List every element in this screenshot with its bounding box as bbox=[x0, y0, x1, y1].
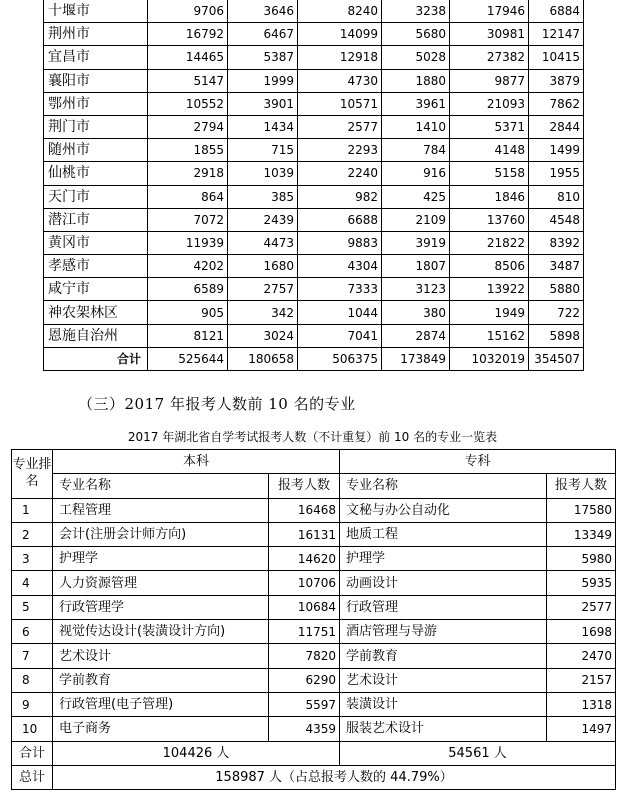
undergrad-major-name: 护理学 bbox=[53, 547, 269, 571]
city-value: 864 bbox=[148, 185, 228, 208]
header-row-2 bbox=[12, 474, 616, 498]
city-row bbox=[44, 0, 584, 23]
city-value: 5028 bbox=[382, 46, 450, 69]
city-value: 4148 bbox=[450, 139, 529, 162]
city-name: 随州市 bbox=[44, 139, 148, 162]
undergrad-major-name-header: 专业名称 bbox=[53, 474, 269, 498]
major-row bbox=[12, 717, 616, 741]
college-subtotal: 54561 人 bbox=[340, 741, 616, 765]
grand-total-value: 158987 人（占总报考人数的 44.79%） bbox=[53, 765, 616, 789]
college-major-name: 艺术设计 bbox=[340, 668, 547, 692]
city-value: 2577 bbox=[298, 115, 382, 138]
list-caption: 2017 年湖北省自学考试报考人数（不计重复）前 10 名的专业一览表 bbox=[127, 430, 498, 444]
city-name: 鄂州市 bbox=[44, 92, 148, 115]
college-count-header: 报考人数 bbox=[547, 474, 616, 498]
header-row-1 bbox=[12, 450, 616, 474]
undergrad-major-count: 16468 bbox=[269, 498, 340, 522]
city-value: 3024 bbox=[228, 324, 298, 347]
undergrad-major-name: 视觉传达设计(装潢设计方向) bbox=[53, 620, 269, 644]
college-major-count: 17580 bbox=[547, 498, 616, 522]
city-value: 6589 bbox=[148, 278, 228, 301]
city-value: 1499 bbox=[529, 139, 584, 162]
city-value: 4548 bbox=[529, 208, 584, 231]
total-value: 173849 bbox=[382, 347, 450, 370]
major-row bbox=[12, 692, 616, 716]
city-value: 5158 bbox=[450, 162, 529, 185]
college-major-count: 1318 bbox=[547, 692, 616, 716]
college-major-name: 行政管理 bbox=[340, 595, 547, 619]
city-value: 1880 bbox=[382, 69, 450, 92]
college-major-count: 5935 bbox=[547, 571, 616, 595]
city-value: 5147 bbox=[148, 69, 228, 92]
rank-cell: 7 bbox=[12, 644, 53, 668]
total-label: 合计 bbox=[44, 347, 148, 370]
city-row bbox=[44, 231, 584, 254]
city-name: 黄冈市 bbox=[44, 231, 148, 254]
college-major-name: 护理学 bbox=[340, 547, 547, 571]
total-value: 525644 bbox=[148, 347, 228, 370]
city-value: 5880 bbox=[529, 278, 584, 301]
city-value: 2844 bbox=[529, 115, 584, 138]
college-major-name: 学前教育 bbox=[340, 644, 547, 668]
undergrad-header: 本科 bbox=[53, 450, 340, 474]
city-name: 神农架林区 bbox=[44, 301, 148, 324]
major-row bbox=[12, 668, 616, 692]
city-row bbox=[44, 69, 584, 92]
undergrad-major-name: 行政管理(电子管理) bbox=[53, 692, 269, 716]
subtotal-label: 合计 bbox=[12, 741, 53, 765]
undergrad-major-name: 会计(注册会计师方向) bbox=[53, 522, 269, 546]
city-value: 21822 bbox=[450, 231, 529, 254]
city-value: 2109 bbox=[382, 208, 450, 231]
city-value: 2757 bbox=[228, 278, 298, 301]
rank-cell: 5 bbox=[12, 595, 53, 619]
city-value: 3879 bbox=[529, 69, 584, 92]
rank-header: 专业排名 bbox=[12, 450, 53, 499]
rank-cell: 4 bbox=[12, 571, 53, 595]
city-value: 10552 bbox=[148, 92, 228, 115]
city-stats-table bbox=[43, 0, 584, 371]
major-row bbox=[12, 547, 616, 571]
city-row bbox=[44, 115, 584, 138]
city-value: 810 bbox=[529, 185, 584, 208]
city-value: 1855 bbox=[148, 139, 228, 162]
major-row bbox=[12, 620, 616, 644]
college-major-name: 装潢设计 bbox=[340, 692, 547, 716]
city-value: 3901 bbox=[228, 92, 298, 115]
city-value: 916 bbox=[382, 162, 450, 185]
city-value: 1846 bbox=[450, 185, 529, 208]
subtotal-row bbox=[12, 741, 616, 765]
city-name: 恩施自治州 bbox=[44, 324, 148, 347]
city-value: 380 bbox=[382, 301, 450, 324]
city-row bbox=[44, 255, 584, 278]
college-major-count: 1698 bbox=[547, 620, 616, 644]
city-value: 6688 bbox=[298, 208, 382, 231]
city-value: 1044 bbox=[298, 301, 382, 324]
city-value: 1955 bbox=[529, 162, 584, 185]
rank-cell: 3 bbox=[12, 547, 53, 571]
city-value: 425 bbox=[382, 185, 450, 208]
city-value: 3487 bbox=[529, 255, 584, 278]
college-header: 专科 bbox=[340, 450, 616, 474]
rank-cell: 10 bbox=[12, 717, 53, 741]
city-value: 7862 bbox=[529, 92, 584, 115]
undergrad-major-name: 工程管理 bbox=[53, 498, 269, 522]
city-value: 14099 bbox=[298, 23, 382, 46]
section-heading: （三）2017 年报考人数前 10 名的专业 bbox=[78, 395, 356, 413]
college-major-name: 酒店管理与导游 bbox=[340, 620, 547, 644]
city-value: 1807 bbox=[382, 255, 450, 278]
city-name: 咸宁市 bbox=[44, 278, 148, 301]
city-value: 3919 bbox=[382, 231, 450, 254]
city-row bbox=[44, 278, 584, 301]
city-value: 4730 bbox=[298, 69, 382, 92]
city-value: 1434 bbox=[228, 115, 298, 138]
college-major-name: 文秘与办公自动化 bbox=[340, 498, 547, 522]
undergrad-count-header: 报考人数 bbox=[269, 474, 340, 498]
city-value: 2794 bbox=[148, 115, 228, 138]
undergrad-major-name: 艺术设计 bbox=[53, 644, 269, 668]
rank-cell: 8 bbox=[12, 668, 53, 692]
city-value: 11939 bbox=[148, 231, 228, 254]
undergrad-major-count: 5597 bbox=[269, 692, 340, 716]
city-row bbox=[44, 301, 584, 324]
city-value: 9877 bbox=[450, 69, 529, 92]
undergrad-major-count: 10684 bbox=[269, 595, 340, 619]
undergrad-major-count: 10706 bbox=[269, 571, 340, 595]
city-value: 6467 bbox=[228, 23, 298, 46]
undergrad-major-count: 7820 bbox=[269, 644, 340, 668]
city-value: 1949 bbox=[450, 301, 529, 324]
college-major-name: 动画设计 bbox=[340, 571, 547, 595]
city-value: 8392 bbox=[529, 231, 584, 254]
city-value: 1999 bbox=[228, 69, 298, 92]
city-value: 1039 bbox=[228, 162, 298, 185]
city-value: 9706 bbox=[148, 0, 228, 23]
city-value: 3961 bbox=[382, 92, 450, 115]
city-value: 17946 bbox=[450, 0, 529, 23]
city-name: 潜江市 bbox=[44, 208, 148, 231]
city-value: 3646 bbox=[228, 0, 298, 23]
city-value: 10571 bbox=[298, 92, 382, 115]
city-value: 5387 bbox=[228, 46, 298, 69]
undergrad-major-name: 行政管理学 bbox=[53, 595, 269, 619]
undergrad-major-count: 14620 bbox=[269, 547, 340, 571]
college-major-count: 2577 bbox=[547, 595, 616, 619]
city-value: 6884 bbox=[529, 0, 584, 23]
city-name: 仙桃市 bbox=[44, 162, 148, 185]
city-value: 8121 bbox=[148, 324, 228, 347]
city-value: 27382 bbox=[450, 46, 529, 69]
city-value: 10415 bbox=[529, 46, 584, 69]
city-value: 5680 bbox=[382, 23, 450, 46]
city-value: 12147 bbox=[529, 23, 584, 46]
city-value: 784 bbox=[382, 139, 450, 162]
undergrad-subtotal: 104426 人 bbox=[53, 741, 340, 765]
city-name: 天门市 bbox=[44, 185, 148, 208]
college-major-name: 服装艺术设计 bbox=[340, 717, 547, 741]
rank-cell: 9 bbox=[12, 692, 53, 716]
city-value: 982 bbox=[298, 185, 382, 208]
city-value: 722 bbox=[529, 301, 584, 324]
city-row bbox=[44, 208, 584, 231]
city-value: 2874 bbox=[382, 324, 450, 347]
undergrad-major-name: 学前教育 bbox=[53, 668, 269, 692]
total-value: 180658 bbox=[228, 347, 298, 370]
major-row bbox=[12, 571, 616, 595]
city-value: 4202 bbox=[148, 255, 228, 278]
city-value: 13760 bbox=[450, 208, 529, 231]
city-value: 3238 bbox=[382, 0, 450, 23]
city-name: 荆州市 bbox=[44, 23, 148, 46]
city-value: 7041 bbox=[298, 324, 382, 347]
city-value: 12918 bbox=[298, 46, 382, 69]
top-majors-body bbox=[12, 450, 616, 790]
city-row bbox=[44, 324, 584, 347]
college-major-count: 5980 bbox=[547, 547, 616, 571]
top-majors-table bbox=[11, 449, 616, 790]
total-row bbox=[44, 347, 584, 370]
college-major-count: 2157 bbox=[547, 668, 616, 692]
rank-cell: 6 bbox=[12, 620, 53, 644]
city-name: 襄阳市 bbox=[44, 69, 148, 92]
city-value: 5898 bbox=[529, 324, 584, 347]
city-value: 715 bbox=[228, 139, 298, 162]
city-value: 2293 bbox=[298, 139, 382, 162]
city-name: 十堰市 bbox=[44, 0, 148, 23]
city-value: 9883 bbox=[298, 231, 382, 254]
city-value: 4473 bbox=[228, 231, 298, 254]
rank-cell: 2 bbox=[12, 522, 53, 546]
undergrad-major-count: 4359 bbox=[269, 717, 340, 741]
rank-cell: 1 bbox=[12, 498, 53, 522]
city-name: 宜昌市 bbox=[44, 46, 148, 69]
city-value: 14465 bbox=[148, 46, 228, 69]
college-major-count: 13349 bbox=[547, 522, 616, 546]
city-value: 2240 bbox=[298, 162, 382, 185]
major-row bbox=[12, 498, 616, 522]
city-value: 1680 bbox=[228, 255, 298, 278]
city-value: 8240 bbox=[298, 0, 382, 23]
city-value: 7072 bbox=[148, 208, 228, 231]
city-value: 2439 bbox=[228, 208, 298, 231]
college-major-name: 地质工程 bbox=[340, 522, 547, 546]
undergrad-major-name: 电子商务 bbox=[53, 717, 269, 741]
city-value: 905 bbox=[148, 301, 228, 324]
undergrad-major-count: 6290 bbox=[269, 668, 340, 692]
undergrad-major-count: 11751 bbox=[269, 620, 340, 644]
city-value: 342 bbox=[228, 301, 298, 324]
grand-total-row bbox=[12, 765, 616, 789]
city-value: 21093 bbox=[450, 92, 529, 115]
grand-total-label: 总计 bbox=[12, 765, 53, 789]
city-value: 15162 bbox=[450, 324, 529, 347]
undergrad-major-count: 16131 bbox=[269, 522, 340, 546]
city-value: 4304 bbox=[298, 255, 382, 278]
major-row bbox=[12, 644, 616, 668]
city-row bbox=[44, 46, 584, 69]
total-value: 1032019 bbox=[450, 347, 529, 370]
city-row bbox=[44, 185, 584, 208]
city-value: 7333 bbox=[298, 278, 382, 301]
city-row bbox=[44, 23, 584, 46]
city-value: 13922 bbox=[450, 278, 529, 301]
city-row bbox=[44, 162, 584, 185]
city-row bbox=[44, 92, 584, 115]
city-value: 8506 bbox=[450, 255, 529, 278]
city-name: 孝感市 bbox=[44, 255, 148, 278]
city-value: 16792 bbox=[148, 23, 228, 46]
city-value: 385 bbox=[228, 185, 298, 208]
college-major-name-header: 专业名称 bbox=[340, 474, 547, 498]
college-major-count: 2470 bbox=[547, 644, 616, 668]
city-name: 荆门市 bbox=[44, 115, 148, 138]
total-value: 506375 bbox=[298, 347, 382, 370]
total-value: 354507 bbox=[529, 347, 584, 370]
undergrad-major-name: 人力资源管理 bbox=[53, 571, 269, 595]
major-row bbox=[12, 595, 616, 619]
city-value: 5371 bbox=[450, 115, 529, 138]
city-value: 1410 bbox=[382, 115, 450, 138]
city-value: 30981 bbox=[450, 23, 529, 46]
city-row bbox=[44, 139, 584, 162]
college-major-count: 1497 bbox=[547, 717, 616, 741]
city-value: 2918 bbox=[148, 162, 228, 185]
city-value: 3123 bbox=[382, 278, 450, 301]
city-stats-body bbox=[44, 0, 584, 371]
major-row bbox=[12, 522, 616, 546]
